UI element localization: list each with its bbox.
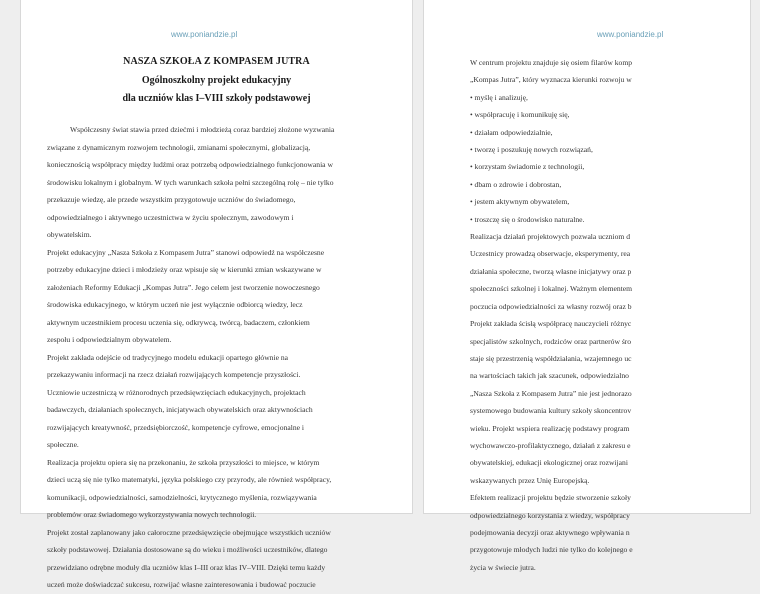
page-url-header[interactable]: www.poniandzie.pl — [171, 30, 238, 39]
text-line: • korzystam świadomie z technologii, — [470, 162, 585, 172]
text-line: Projekt został zaplanowany jako całoroczne przedsięwzięcie obejmujące wszystkich uczniów — [47, 527, 331, 537]
text-line: środowiska edukacyjnego, w którym uczeń nie jest wyłącznie odbiorcą wiedzy, lecz — [47, 300, 303, 309]
document-title: NASZA SZKOŁA Z KOMPASEM JUTRA — [123, 56, 310, 67]
text-line: koniecznością współpracy między ludźmi oraz potrzebą odpowiedzialnego funkcjonowania w — [47, 160, 333, 169]
page-url-header[interactable]: www.poniandzie.pl — [597, 30, 664, 39]
text-line: dzieci uczą się nie tylko matematyki, języka polskiego czy przyrody, ale również współpracy, — [47, 475, 332, 484]
text-line: życia w świecie jutra. — [470, 562, 536, 572]
text-line: W centrum projektu znajduje się osiem filarów komp — [470, 58, 633, 67]
text-line: • myślę i analizuję, — [470, 92, 528, 102]
text-line: odpowiedzialnego i aktywnego uczestnictwa w życiu społecznym, zawodowym i — [47, 212, 294, 222]
document-page-1 — [21, 0, 412, 589]
text-line: szkoły podstawowej. Działania dostosowane są do wieku i możliwości uczestników, dlatego — [47, 545, 328, 554]
text-line: rozwijających kreatywność, przedsiębiorczość, kompetencje cyfrowe, emocjonalne i — [47, 422, 305, 432]
text-line: przewidziano odrębne moduły dla uczniów klas I–III oraz klas IV–VIII. Dzięki temu każdy — [47, 562, 326, 572]
text-line: wychowawczo-profilaktycznego, działań z zakresu e — [470, 440, 631, 450]
document-body — [470, 54, 760, 576]
text-line: środowisku lokalnym i globalnym. W tych warunkach szkoła pełni szczególną rolę – nie tylko — [47, 177, 334, 187]
text-line: wieku. Projekt wspiera realizację podstawy program — [470, 423, 630, 433]
document-subtitle: Ogólnoszkolny projekt edukacyjny — [141, 75, 292, 86]
text-line: uczeń może doświadczać sukcesu, rozwijać własne zainteresowania i budować poczucie — [47, 580, 316, 589]
text-line: problemów oraz świadomego wykorzystywania nowych technologii. — [47, 510, 257, 519]
text-line: wskazywanych przez Unię Europejską. — [470, 475, 590, 485]
text-line: • współpracuję i komunikuję się, — [470, 110, 570, 120]
text-line: Realizacja działań projektowych pozwala uczniom d — [470, 232, 631, 242]
text-line: • dbam o zdrowie i dobrostan, — [470, 179, 562, 189]
text-line: zespołu i odpowiedzialnym obywatelem. — [47, 335, 172, 344]
text-line: działania społeczne, tworzą własne inicjatywy oraz p — [470, 266, 632, 276]
text-line: • tworzę i poszukuję nowych rozwiązań, — [470, 145, 593, 155]
text-line: „Nasza Szkoła z Kompasem Jutra” nie jest jednorazo — [470, 388, 632, 398]
text-line: przekazywaniu informacji na rzecz działań rozwijających kompetencje przyszłości. — [47, 370, 301, 379]
text-line: • troszczę się o środowisko naturalne. — [470, 214, 585, 224]
text-line: na wartościach takich jak szacunek, odpowiedzialno — [470, 371, 629, 381]
text-line: przygotowuje młodych ludzi nie tylko do kolejnego e — [470, 545, 633, 555]
text-line: podejmowania decyzji oraz aktywnego wpływania n — [470, 527, 630, 537]
text-line: społeczności szkolnej i lokalnej. Ważnym elementem — [470, 284, 633, 294]
text-line: • działam odpowiedzialnie, — [470, 127, 553, 137]
text-line: odpowiedzialnego korzystania z wiedzy, współpracy — [470, 510, 630, 520]
text-line: przekazuje wiedzę, ale przede wszystkim przygotowuje uczniów do świadomego, — [47, 195, 296, 204]
document-page-2 — [424, 0, 750, 572]
text-line: staje się przestrzenią współdziałania, wzajemnego uc — [470, 353, 632, 363]
text-line: społeczne. — [47, 440, 79, 449]
text-line: obywatelskim. — [47, 230, 92, 239]
document-subtitle-2: dla uczniów klas I–VIII szkoły podstawowej — [122, 93, 311, 104]
text-line: aktywnym uczestnikiem procesu uczenia się, odkrywcą, twórcą, badaczem, członkiem — [47, 317, 310, 327]
text-line: Projekt zakłada odejście od tradycyjnego modelu edukacji opartego głównie na — [47, 352, 289, 362]
text-line: związane z dynamicznym rozwojem technologii, zmianami społecznymi, globalizacją, — [47, 142, 311, 152]
text-line: Uczestnicy prowadzą obserwacje, eksperymenty, rea — [470, 249, 631, 259]
text-line: obywatelskiej, edukacji ekologicznej oraz rozwijani — [470, 458, 628, 468]
text-line: systemowego budowania kultury szkoły skoncentrov — [470, 406, 632, 416]
text-line: założeniach Reformy Edukacji „Kompas Jutra”. Jego celem jest tworzenie nowoczesnego — [47, 282, 320, 292]
text-line: potrzeby edukacyjne dzieci i młodzieży oraz wpisuje się w kierunki zmian wskazywane w — [47, 265, 322, 274]
text-line: Projekt zakłada ścisłą współpracę nauczycieli różnyc — [470, 319, 632, 329]
text-line: Uczniowie uczestniczą w różnorodnych przedsięwzięciach edukacyjnych, projektach — [47, 387, 306, 397]
text-line: komunikacji, odpowiedzialności, samodzielności, krytycznego myślenia, rozwiązywania — [47, 492, 317, 502]
text-line: badawczych, działaniach społecznych, inicjatywach obywatelskich oraz aktywnościach — [47, 405, 313, 414]
text-line: Współczesny świat stawia przed dziećmi i młodzieżą coraz bardziej złożone wyzwania — [70, 125, 335, 134]
text-line: specjalistów szkolnych, rodziców oraz partnerów śro — [470, 336, 632, 346]
text-line: • jestem aktywnym obywatelem, — [470, 197, 570, 207]
text-line: Realizacja projektu opiera się na przekonaniu, że szkoła przyszłości to miejsce, w którym — [47, 457, 320, 467]
text-line: Projekt edukacyjny „Nasza Szkoła z Kompasem Jutra” stanowi odpowiedź na współczesne — [47, 247, 325, 257]
document-body — [47, 121, 391, 594]
text-line: Efektem realizacji projektu będzie stworzenie szkoły — [470, 493, 631, 503]
text-line: poczucia odpowiedzialności za własny rozwój oraz b — [470, 301, 632, 311]
text-line: „Kompas Jutra”, który wyznacza kierunki rozwoju w — [470, 75, 632, 85]
